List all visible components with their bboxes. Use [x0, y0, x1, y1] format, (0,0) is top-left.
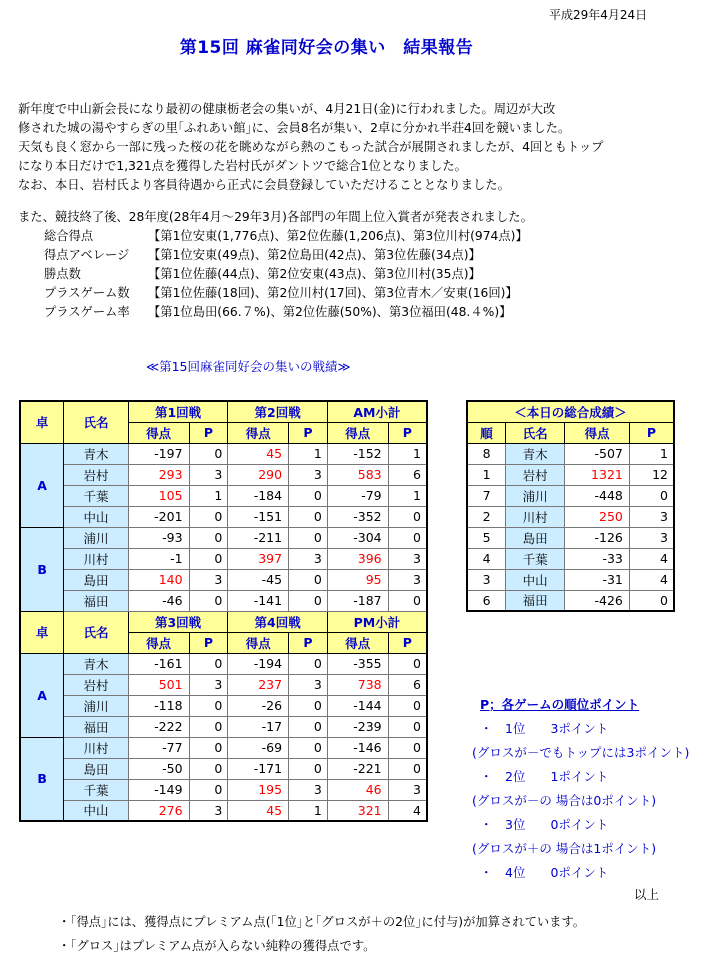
- column-header-name: 氏名: [506, 422, 565, 443]
- overall-points: 12: [629, 464, 674, 485]
- subtotal-score: 46: [327, 779, 388, 800]
- game-score: -141: [228, 590, 289, 611]
- table-row: [467, 443, 674, 464]
- overall-score: 250: [565, 506, 630, 527]
- player-name: 福田: [506, 590, 565, 611]
- subtotal-points: 1: [388, 443, 427, 464]
- game-score: 45: [228, 443, 289, 464]
- column-header-score: 得点: [565, 422, 630, 443]
- game-score: 290: [228, 464, 289, 485]
- table-group-label: A: [20, 653, 64, 737]
- game-results-table: [19, 400, 428, 822]
- player-name: 浦川: [64, 527, 129, 548]
- subtotal-score: -304: [327, 527, 388, 548]
- game-score: -26: [228, 695, 289, 716]
- table-row: [20, 548, 427, 569]
- footnote: ・｢グロス｣はプレミアム点が入らない純粋の獲得点です。: [58, 939, 376, 953]
- intro-line: 天気も良く窓から一部に残った桜の花を眺めながら熱のこもった試合が展開されましたが、4回ともトップ: [18, 140, 604, 154]
- player-name: 福田: [64, 590, 129, 611]
- column-header-score: 得点: [128, 422, 189, 443]
- game-points: 3: [189, 674, 228, 695]
- game-score: -1: [128, 548, 189, 569]
- award-result: 【第1位安東(49点)、第2位島田(42点)、第3位佐藤(34点)】: [148, 248, 481, 262]
- game-score: -93: [128, 527, 189, 548]
- game-points: 3: [189, 569, 228, 590]
- award-row: [18, 303, 533, 322]
- award-category: 得点アベレージ: [44, 248, 130, 262]
- table-row: [20, 569, 427, 590]
- header-row: [467, 422, 674, 443]
- player-name: 青木: [506, 443, 565, 464]
- game-points: 0: [289, 653, 328, 674]
- points-legend-note: (グロスが＋の 場合は1ポイント): [472, 841, 657, 856]
- results-subtitle: ≪第15回麻雀同好会の集いの戦績≫: [146, 359, 351, 374]
- overall-points: 0: [629, 590, 674, 611]
- table-row: [467, 506, 674, 527]
- player-name: 島田: [64, 569, 129, 590]
- subtotal-score: -146: [327, 737, 388, 758]
- points-legend-note: (グロスが－でもトップには3ポイント): [472, 745, 690, 760]
- subtotal-score: -352: [327, 506, 388, 527]
- column-header-points: P: [629, 422, 674, 443]
- game-points: 0: [289, 569, 328, 590]
- closing-mark: 以上: [634, 887, 660, 902]
- points-legend-item: ・ 1位 3ポイント: [480, 721, 609, 736]
- table-row: [467, 464, 674, 485]
- column-header-points: P: [189, 632, 228, 653]
- subtotal-points: 0: [388, 716, 427, 737]
- intro-line: 修された城の湯やすらぎの里｢ふれあい館｣に、会員8名が集い、2卓に分かれ半荘4回を競いました。: [18, 121, 571, 135]
- game-points: 3: [189, 800, 228, 821]
- game-score: 397: [228, 548, 289, 569]
- subtotal-score: 738: [327, 674, 388, 695]
- column-header-name: 氏名: [64, 611, 129, 653]
- overall-rank: 5: [467, 527, 506, 548]
- subtotal-points: 3: [388, 548, 427, 569]
- subtotal-points: 0: [388, 506, 427, 527]
- game-points: 0: [289, 485, 328, 506]
- points-legend-item: ・ 2位 1ポイント: [480, 769, 609, 784]
- overall-points: 4: [629, 548, 674, 569]
- subtotal-score: -355: [327, 653, 388, 674]
- game-score: -222: [128, 716, 189, 737]
- player-name: 浦川: [64, 695, 129, 716]
- footnotes: [58, 910, 585, 958]
- intro-line: 新年度で中山新会長になり最初の健康栃老会の集いが、4月21日(金)に行われました。周辺が大改: [18, 102, 556, 116]
- player-name: 千葉: [64, 485, 129, 506]
- overall-rank: 2: [467, 506, 506, 527]
- overall-rank: 4: [467, 548, 506, 569]
- game-points: 0: [189, 443, 228, 464]
- game-points: 0: [189, 716, 228, 737]
- subtotal-points: 6: [388, 464, 427, 485]
- table-row: [467, 590, 674, 611]
- table-row: [20, 485, 427, 506]
- game-score: -17: [228, 716, 289, 737]
- player-name: 福田: [64, 716, 129, 737]
- game-points: 3: [289, 464, 328, 485]
- overall-score: -448: [565, 485, 630, 506]
- player-name: 中山: [64, 800, 129, 821]
- overall-score: 1321: [565, 464, 630, 485]
- player-name: 千葉: [506, 548, 565, 569]
- game-points: 3: [289, 674, 328, 695]
- subtotal-score: -187: [327, 590, 388, 611]
- game-points: 1: [189, 485, 228, 506]
- game-points: 0: [189, 695, 228, 716]
- table-row: [20, 800, 427, 821]
- overall-rank: 8: [467, 443, 506, 464]
- header-row: [467, 401, 674, 422]
- points-legend-heading: P；各ゲームの順位ポイント: [480, 697, 640, 712]
- game-points: 0: [289, 506, 328, 527]
- game-score: 501: [128, 674, 189, 695]
- table-row: [20, 737, 427, 758]
- header-row: [20, 611, 427, 632]
- game-score: 105: [128, 485, 189, 506]
- points-legend-item: ・ 3位 0ポイント: [480, 817, 609, 832]
- award-category: 総合得点: [44, 229, 94, 243]
- award-row: [18, 265, 533, 284]
- subtotal-points: 3: [388, 569, 427, 590]
- player-name: 千葉: [64, 779, 129, 800]
- table-row: [20, 779, 427, 800]
- award-row: [18, 227, 533, 246]
- overall-results-table: [466, 400, 675, 612]
- subtotal-points: 0: [388, 695, 427, 716]
- table-row: [467, 485, 674, 506]
- game-points: 0: [189, 506, 228, 527]
- subtotal-points: 1: [388, 485, 427, 506]
- game-score: -77: [128, 737, 189, 758]
- overall-rank: 1: [467, 464, 506, 485]
- overall-points: 4: [629, 569, 674, 590]
- award-result: 【第1位佐藤(18回)、第2位川村(17回)、第3位青木／安東(16回)】: [148, 286, 518, 300]
- game-score: 293: [128, 464, 189, 485]
- subtotal-score: 396: [327, 548, 388, 569]
- player-name: 青木: [64, 443, 129, 464]
- game-score: -184: [228, 485, 289, 506]
- table-row: [20, 716, 427, 737]
- game-points: 3: [289, 548, 328, 569]
- game-score: -69: [228, 737, 289, 758]
- game-score: 276: [128, 800, 189, 821]
- column-header-game: 第2回戦: [228, 401, 328, 422]
- game-score: -50: [128, 758, 189, 779]
- player-name: 川村: [64, 737, 129, 758]
- annual-awards: [18, 208, 533, 322]
- column-header-table: 卓: [20, 401, 64, 443]
- column-header-game: 第1回戦: [128, 401, 228, 422]
- table-group-label: B: [20, 737, 64, 821]
- award-category: 勝点数: [44, 267, 81, 281]
- game-score: -149: [128, 779, 189, 800]
- column-header-table: 卓: [20, 611, 64, 653]
- column-header-points: P: [289, 422, 328, 443]
- game-score: -45: [228, 569, 289, 590]
- game-points: 0: [189, 737, 228, 758]
- player-name: 川村: [506, 506, 565, 527]
- player-name: 中山: [64, 506, 129, 527]
- overall-rank: 3: [467, 569, 506, 590]
- game-score: -151: [228, 506, 289, 527]
- subtotal-points: 0: [388, 653, 427, 674]
- column-header-score: 得点: [228, 422, 289, 443]
- overall-score: -31: [565, 569, 630, 590]
- footnote: ・｢得点｣には、獲得点にプレミアム点(｢1位｣と｢グロスが＋の2位｣に付与)が加算されています。: [58, 915, 586, 929]
- table-row: [20, 674, 427, 695]
- subtotal-points: 0: [388, 758, 427, 779]
- subtotal-points: 0: [388, 590, 427, 611]
- player-name: 浦川: [506, 485, 565, 506]
- game-score: 195: [228, 779, 289, 800]
- player-name: 中山: [506, 569, 565, 590]
- overall-score: -126: [565, 527, 630, 548]
- subtotal-score: -79: [327, 485, 388, 506]
- game-score: 45: [228, 800, 289, 821]
- overall-points: 1: [629, 443, 674, 464]
- game-points: 3: [189, 464, 228, 485]
- game-score: -118: [128, 695, 189, 716]
- table-row: [20, 695, 427, 716]
- player-name: 岩村: [506, 464, 565, 485]
- column-header-score: 得点: [228, 632, 289, 653]
- game-points: 0: [189, 548, 228, 569]
- game-score: 237: [228, 674, 289, 695]
- subtotal-points: 0: [388, 737, 427, 758]
- subtotal-score: -152: [327, 443, 388, 464]
- column-header-score: 得点: [327, 422, 388, 443]
- game-score: -171: [228, 758, 289, 779]
- table-row: [20, 758, 427, 779]
- overall-rank: 7: [467, 485, 506, 506]
- game-points: 0: [289, 695, 328, 716]
- award-category: プラスゲーム数: [44, 286, 130, 300]
- player-name: 岩村: [64, 674, 129, 695]
- column-header-name: 氏名: [64, 401, 129, 443]
- subtotal-score: 321: [327, 800, 388, 821]
- column-header-points: P: [388, 422, 427, 443]
- game-points: 0: [189, 590, 228, 611]
- game-score: -46: [128, 590, 189, 611]
- table-row: [467, 569, 674, 590]
- intro-line: になり本日だけで1,321点を獲得した岩村氏がダントツで総合1位となりました。: [18, 159, 467, 173]
- player-name: 島田: [506, 527, 565, 548]
- report-date: 平成29年4月24日: [549, 8, 648, 22]
- award-result: 【第1位佐藤(44点)、第2位安東(43点)、第3位川村(35点)】: [148, 267, 481, 281]
- overall-rank: 6: [467, 590, 506, 611]
- report-title: 第15回 麻雀同好会の集い 結果報告: [179, 38, 474, 58]
- subtotal-score: 583: [327, 464, 388, 485]
- table-row: [20, 527, 427, 548]
- award-row: [18, 246, 533, 265]
- overall-points: 3: [629, 527, 674, 548]
- player-name: 青木: [64, 653, 129, 674]
- column-header-score: 得点: [128, 632, 189, 653]
- game-points: 0: [189, 653, 228, 674]
- game-points: 0: [189, 527, 228, 548]
- player-name: 岩村: [64, 464, 129, 485]
- table-row: [20, 653, 427, 674]
- game-points: 0: [289, 737, 328, 758]
- subtotal-score: -239: [327, 716, 388, 737]
- game-points: 0: [289, 527, 328, 548]
- game-score: -201: [128, 506, 189, 527]
- game-points: 0: [289, 758, 328, 779]
- subtotal-score: -221: [327, 758, 388, 779]
- table-row: [467, 527, 674, 548]
- award-result: 【第1位島田(66.７%)、第2位佐藤(50%)、第3位福田(48.４%)】: [148, 305, 512, 319]
- column-header-game: 第3回戦: [128, 611, 228, 632]
- game-points: 1: [289, 443, 328, 464]
- game-score: -211: [228, 527, 289, 548]
- game-score: -161: [128, 653, 189, 674]
- column-header-points: P: [388, 632, 427, 653]
- game-score: -194: [228, 653, 289, 674]
- overall-score: -507: [565, 443, 630, 464]
- overall-score: -33: [565, 548, 630, 569]
- game-score: 140: [128, 569, 189, 590]
- table-row: [20, 443, 427, 464]
- column-header-subtotal: PM小計: [327, 611, 427, 632]
- award-result: 【第1位安東(1,776点)、第2位佐藤(1,206点)、第3位川村(974点)】: [148, 229, 528, 243]
- award-category: プラスゲーム率: [44, 305, 130, 319]
- column-header-score: 得点: [327, 632, 388, 653]
- column-header-rank: 順: [467, 422, 506, 443]
- table-row: [20, 506, 427, 527]
- points-legend: [472, 693, 689, 885]
- game-points: 0: [289, 590, 328, 611]
- award-row: [18, 284, 533, 303]
- game-points: 1: [289, 800, 328, 821]
- player-name: 川村: [64, 548, 129, 569]
- game-points: 0: [189, 758, 228, 779]
- table-group-label: B: [20, 527, 64, 611]
- game-score: -197: [128, 443, 189, 464]
- overall-points: 0: [629, 485, 674, 506]
- column-header-points: P: [289, 632, 328, 653]
- summary-title: ＜本日の総合成績＞: [467, 401, 674, 422]
- game-points: 0: [289, 716, 328, 737]
- overall-points: 3: [629, 506, 674, 527]
- subtotal-score: 95: [327, 569, 388, 590]
- table-row: [20, 464, 427, 485]
- subtotal-points: 0: [388, 527, 427, 548]
- awards-lead: また、競技終了後、28年度(28年4月～29年3月)各部門の年間上位入賞者が発表されました。: [18, 210, 533, 224]
- intro-line: なお、本日、岩村氏より客員待遇から正式に会員登録していただけることとなりました。: [18, 178, 510, 192]
- points-legend-note: (グロスが－の 場合は0ポイント): [472, 793, 657, 808]
- table-row: [467, 548, 674, 569]
- column-header-game: 第4回戦: [228, 611, 328, 632]
- subtotal-points: 4: [388, 800, 427, 821]
- points-legend-item: ・ 4位 0ポイント: [480, 865, 609, 880]
- player-name: 島田: [64, 758, 129, 779]
- intro-paragraph: [18, 100, 698, 195]
- game-points: 0: [189, 779, 228, 800]
- game-points: 3: [289, 779, 328, 800]
- column-header-points: P: [189, 422, 228, 443]
- subtotal-points: 3: [388, 779, 427, 800]
- header-row: [20, 401, 427, 422]
- table-group-label: A: [20, 443, 64, 527]
- subtotal-score: -144: [327, 695, 388, 716]
- overall-score: -426: [565, 590, 630, 611]
- table-row: [20, 590, 427, 611]
- subtotal-points: 6: [388, 674, 427, 695]
- column-header-subtotal: AM小計: [327, 401, 427, 422]
